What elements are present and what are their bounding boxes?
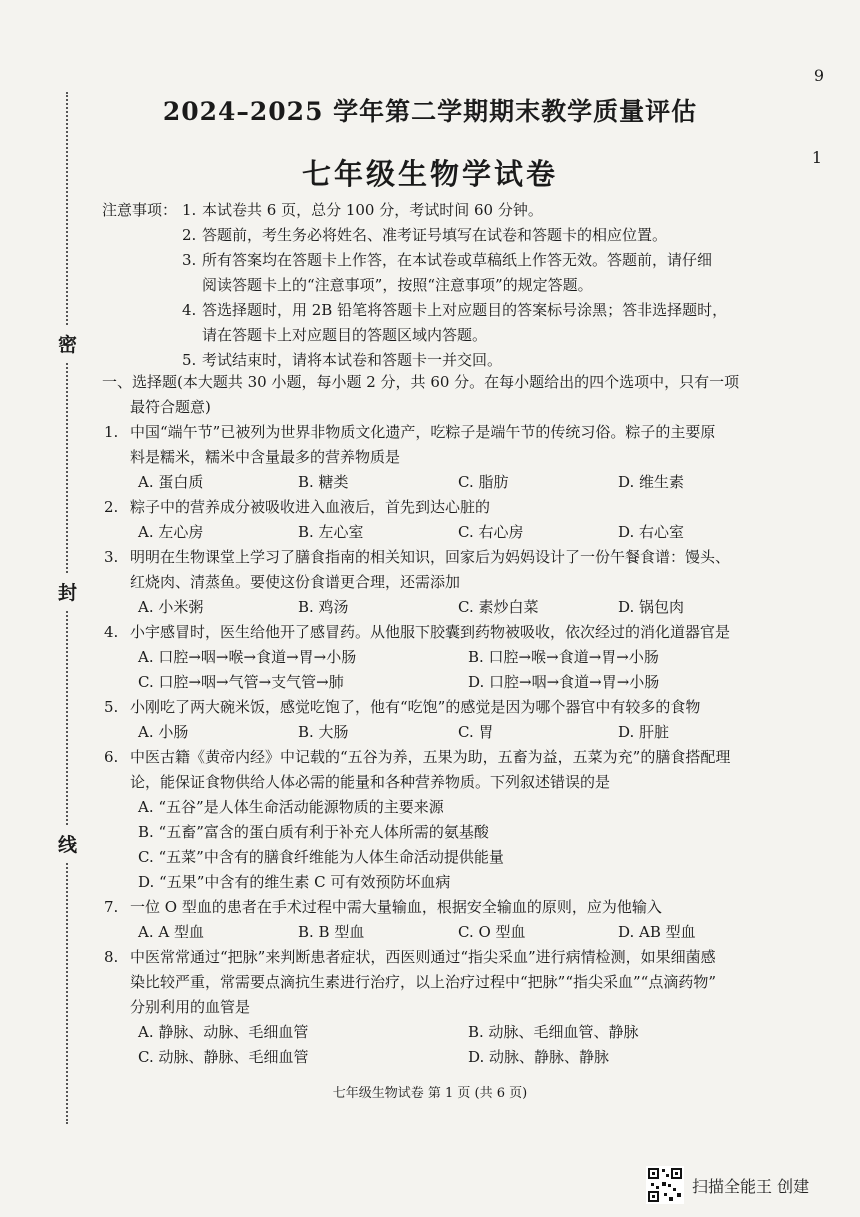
option-a: A. 左心房: [138, 523, 204, 541]
option-d: D. 右心室: [618, 523, 685, 541]
qr-code-icon: [646, 1166, 684, 1204]
option-a: A. 小肠: [138, 723, 189, 741]
question-number: 8.: [104, 948, 119, 966]
option-a: A. “五谷”是人体生命活动能源物质的主要来源: [138, 798, 444, 816]
option-a: A. 蛋白质: [138, 473, 204, 491]
option-d: D. “五果”中含有的维生素 C 可有效预防坏血病: [138, 873, 451, 891]
question-7: [104, 895, 816, 945]
binding-word-feng: 封: [58, 574, 77, 609]
option-a: A. 口腔→咽→喉→食道→胃→小肠: [138, 648, 357, 666]
notes-label: 注意事项：: [102, 201, 178, 219]
option-c: C. “五菜”中含有的膳食纤维能为人体生命活动提供能量: [138, 848, 504, 866]
question-6: [104, 745, 816, 895]
note-num: 1.: [182, 201, 197, 219]
note-text: 本试卷共 6 页，总分 100 分，考试时间 60 分钟。: [202, 201, 543, 219]
scanner-watermark: 扫描全能王 创建: [692, 1177, 810, 1196]
question-stem-cont: 红烧肉、清蒸鱼。要使这份食谱更合理，还需添加: [130, 573, 461, 591]
page-footer: 七年级生物试卷 第 1 页 (共 6 页): [332, 1086, 528, 1101]
binding-word-mi: 密: [58, 326, 77, 361]
question-stem-cont: 分别利用的血管是: [130, 998, 251, 1016]
question-number: 3.: [104, 548, 119, 566]
question-stem: 小刚吃了两大碗米饭，感觉吃饱了，他有“吃饱”的感觉是因为哪个器官中有较多的食物: [130, 698, 701, 716]
option-d: D. 口腔→咽→食道→胃→小肠: [468, 673, 660, 691]
question-stem: 中国“端午节”已被列为世界非物质文化遗产，吃粽子是端午节的传统习俗。粽子的主要原: [130, 423, 716, 441]
question-stem: 小宇感冒时，医生给他开了感冒药。从他服下胶囊到药物被吸收，依次经过的消化道器官是: [130, 623, 731, 641]
question-number: 7.: [104, 898, 119, 916]
question-5: [104, 695, 816, 745]
option-b: B. 糖类: [298, 473, 349, 491]
note-text: 答题前，考生务必将姓名、准考证号填写在试卷和答题卡的相应位置。: [202, 226, 668, 244]
question-stem-cont: 料是糯米，糯米中含量最多的营养物质是: [130, 448, 401, 466]
exam-title: 2024–2025 学年第二学期期末教学质量评估: [162, 97, 698, 126]
exam-notes: [102, 198, 802, 373]
question-number: 4.: [104, 623, 119, 641]
question-2: [104, 495, 816, 545]
exam-subtitle: 七年级生物学试卷: [301, 157, 558, 191]
option-b: B. “五畜”富含的蛋白质有利于补充人体所需的氨基酸: [138, 823, 489, 841]
note-num: 4.: [182, 301, 197, 319]
option-a: A. A 型血: [138, 923, 204, 941]
note-text-cont: 请在答题卡上对应题目的答题区域内答题。: [202, 326, 488, 344]
corner-mark-second: 1: [811, 148, 822, 167]
option-c: C. 素炒白菜: [458, 598, 539, 616]
note-text: 考试结束时，请将本试卷和答题卡一并交回。: [202, 351, 503, 369]
note-text: 答选择题时，用 2B 铅笔将答题卡上对应题目的答案标号涂黑；答非选择题时，: [202, 301, 728, 319]
note-text-cont: 阅读答题卡上的“注意事项”，按照“注意事项”的规定答题。: [202, 276, 593, 294]
note-text: 所有答案均在答题卡上作答，在本试卷或草稿纸上作答无效。答题前，请仔细: [202, 251, 713, 269]
question-number: 5.: [104, 698, 119, 716]
question-number: 1.: [104, 423, 119, 441]
question-stem: 粽子中的营养成分被吸收进入血液后，首先到达心脏的: [130, 498, 491, 516]
option-d: D. 肝脏: [618, 723, 670, 741]
question-number: 6.: [104, 748, 119, 766]
option-c: C. O 型血: [458, 923, 526, 941]
option-a: A. 静脉、动脉、毛细血管: [138, 1023, 309, 1041]
option-b: B. 大肠: [298, 723, 349, 741]
section-heading: [102, 370, 812, 420]
option-b: B. B 型血: [298, 923, 365, 941]
question-number: 2.: [104, 498, 119, 516]
option-d: D. AB 型血: [618, 923, 696, 941]
question-stem-cont: 论，能保证食物供给人体必需的能量和各种营养物质。下列叙述错误的是: [130, 773, 611, 791]
section-line: 一、选择题(本大题共 30 小题，每小题 2 分，共 60 分。在每小题给出的四个选项中，只有一项: [102, 373, 740, 391]
note-num: 2.: [182, 226, 197, 244]
question-stem-cont: 染比较严重，常需要点滴抗生素进行治疗，以上治疗过程中“把脉”“指尖采血”“点滴药物”: [130, 973, 717, 991]
section-line-cont: 最符合题意): [130, 398, 211, 416]
question-stem: 明明在生物课堂上学习了膳食指南的相关知识，回家后为妈妈设计了一份午餐食谱：馒头、: [130, 548, 731, 566]
question-3: [104, 545, 816, 620]
corner-mark-top: 9: [813, 66, 824, 85]
note-num: 5.: [182, 351, 197, 369]
option-b: B. 左心室: [298, 523, 364, 541]
question-8: [104, 945, 816, 1070]
option-a: A. 小米粥: [138, 598, 204, 616]
option-c: C. 口腔→咽→气管→支气管→肺: [138, 673, 344, 691]
question-4: [104, 620, 816, 695]
option-b: B. 鸡汤: [298, 598, 349, 616]
question-stem: 中医常常通过“把脉”来判断患者症状，西医则通过“指尖采血”进行病情检测，如果细菌感: [130, 948, 716, 966]
option-d: D. 维生素: [618, 473, 685, 491]
question-stem: 中医古籍《黄帝内经》中记载的“五谷为养，五果为助，五畜为益，五菜为充”的膳食搭配理: [130, 748, 731, 766]
option-d: D. 锅包肉: [618, 598, 685, 616]
option-c: C. 胃: [458, 723, 494, 741]
note-num: 3.: [182, 251, 197, 269]
question-list: [104, 420, 816, 1070]
option-c: C. 右心房: [458, 523, 524, 541]
question-stem: 一位 O 型血的患者在手术过程中需大量输血，根据安全输血的原则，应为他输入: [130, 898, 662, 916]
question-1: [104, 420, 816, 495]
option-b: B. 口腔→喉→食道→胃→小肠: [468, 648, 659, 666]
option-b: B. 动脉、毛细血管、静脉: [468, 1023, 639, 1041]
option-c: C. 脂肪: [458, 473, 509, 491]
option-c: C. 动脉、静脉、毛细血管: [138, 1048, 309, 1066]
option-d: D. 动脉、静脉、静脉: [468, 1048, 610, 1066]
binding-word-xian: 线: [58, 826, 77, 861]
